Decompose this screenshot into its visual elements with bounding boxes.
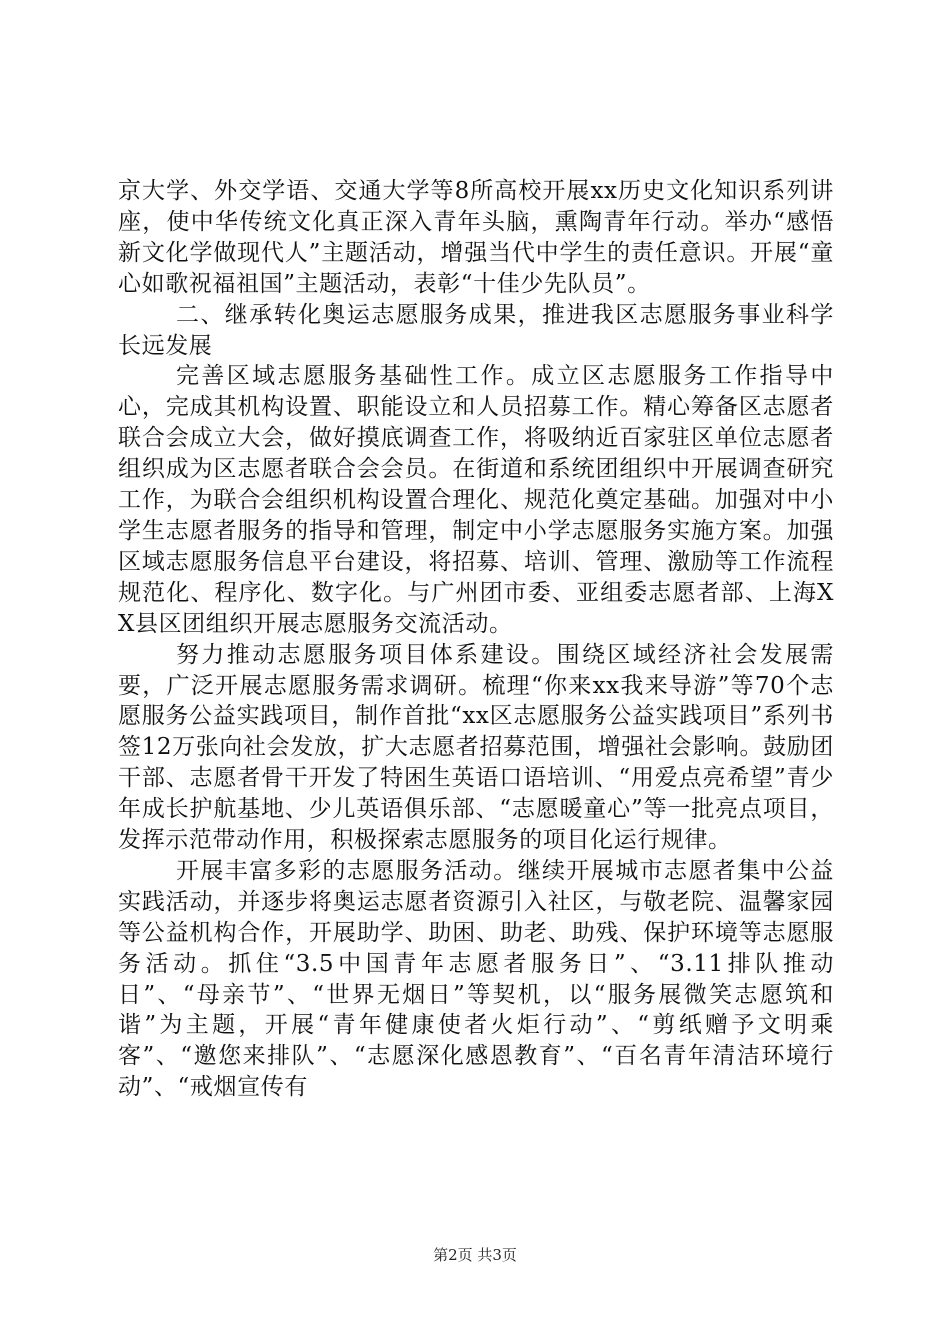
paragraph-2: 完善区域志愿服务基础性工作。成立区志愿服务工作指导中心，完成其机构设置、职能设立和人员招募工作。精心筹备区志愿者联合会成立大会，做好摸底调查工作，将吸纳近百家驻区单位志愿者组织成为区志愿者联合会会员。在街道和系统团组织中开展调查研究工作，为联合会组织机构设置合理化、规范化奠定基础。加强对中小学生志愿者服务的指导和管理，制定中小学志愿服务实施方案。加强区域志愿服务信息平台建设，将招募、培训、管理、激励等工作流程规范化、程序化、数字化。与广州团市委、亚组委志愿者部、上海XX县区团组织开展志愿服务交流活动。 (118, 363, 834, 637)
paragraph-1: 京大学、外交学语、交通大学等8所高校开展xx历史文化知识系列讲座，使中华传统文化真正深入青年头脑，熏陶青年行动。举办“感悟新文化学做现代人”主题活动，增强当代中学生的责任意识。开展“童心如歌祝福祖国”主题活动，表彰“十佳少先队员”。 (118, 178, 834, 297)
document-body (118, 176, 834, 1103)
page-number-footer: 第2页 共3页 (433, 1246, 517, 1264)
paragraph-3: 努力推动志愿服务项目体系建设。围绕区域经济社会发展需要，广泛开展志愿服务需求调研。梳理“你来xx我来导游”等70个志愿服务公益实践项目，制作首批“xx区志愿服务公益实践项目”系列书签12万张向社会发放，扩大志愿者招募范围，增强社会影响。鼓励团干部、志愿者骨干开发了特困生英语口语培训、“用爱点亮希望”青少年成长护航基地、少儿英语俱乐部、“志愿暖童心”等一批亮点项目，发挥示范带动作用，积极探索志愿服务的项目化运行规律。 (118, 641, 834, 854)
paragraph-4: 开展丰富多彩的志愿服务活动。继续开展城市志愿者集中公益实践活动，并逐步将奥运志愿者资源引入社区，与敬老院、温馨家园等公益机构合作，开展助学、助困、助老、助残、保护环境等志愿服务活动。抓住“3.5中国青年志愿者服务日”、“3.11排队推动日”、“母亲节”、“世界无烟日”等契机，以“服务展微笑志愿筑和谐”为主题，开展“青年健康使者火炬行动”、“剪纸赠予文明乘客”、“邀您来排队”、“志愿深化感恩教育”、“百名青年清洁环境行动”、“戒烟宣传有 (118, 857, 834, 1101)
section-heading: 二、继承转化奥运志愿服务成果，推进我区志愿服务事业科学长远发展 (118, 301, 834, 359)
